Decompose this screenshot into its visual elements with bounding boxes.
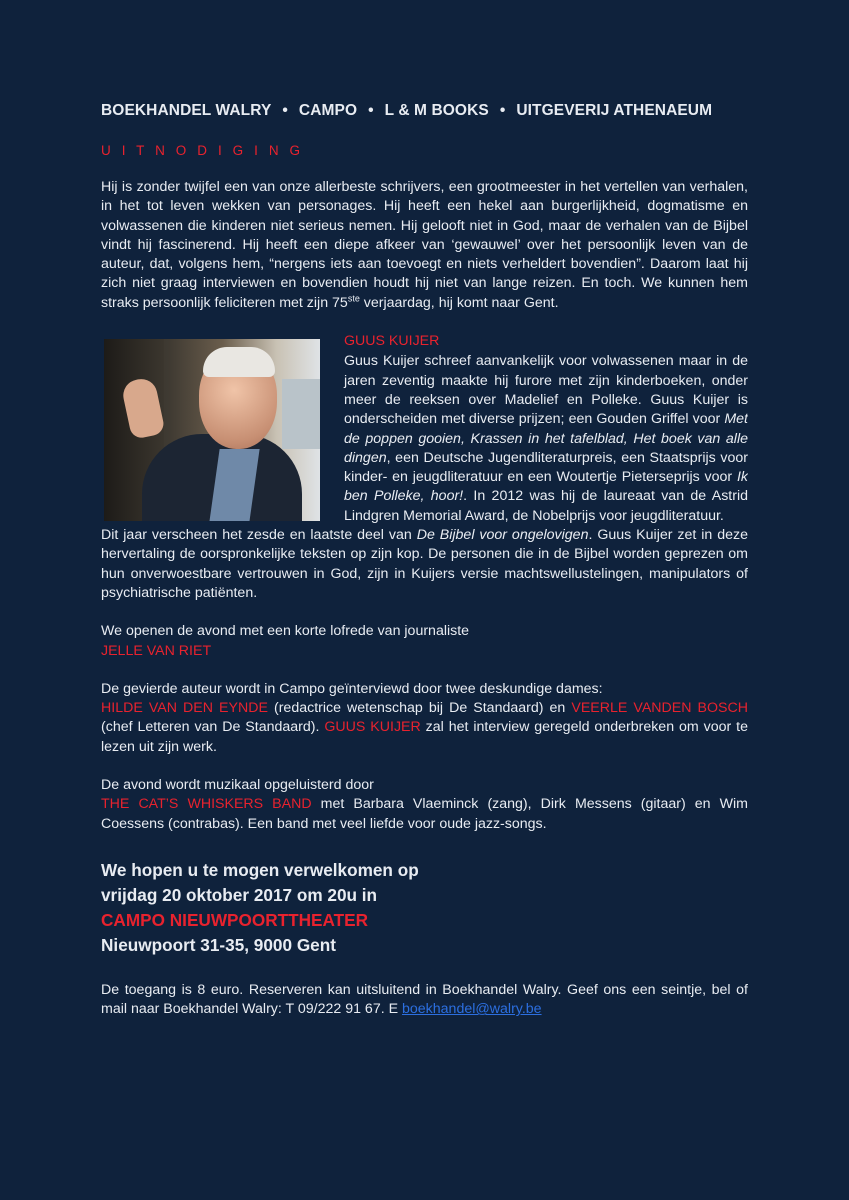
event-address: Nieuwpoort 31-35, 9000 Gent <box>101 934 336 955</box>
ordinal-suffix: ste <box>347 293 360 304</box>
invitation-heading: U I T N O D I G I N G <box>101 143 304 158</box>
lofrede-paragraph: We openen de avond met een korte lofrede van journaliste JELLE VAN RIET <box>101 623 470 659</box>
interviewer-name: HILDE VAN DEN EYNDE <box>101 700 268 717</box>
event-venue: CAMPO NIEUWPOORTTHEATER <box>101 909 369 930</box>
author-name: GUUS KUIJER <box>324 719 421 736</box>
book-title: Ik ben Polleke, hoor! <box>344 469 748 505</box>
author-bio: GUUS KUIJER Guus Kuijer schreef aanvankelijk voor volwassenen maar in de jaren zeventig maakte hij furore met zijn kinderboeken, onder meer de reeksen over Madelief en Polleke. Guus Kuijer is onderscheiden met diverse prijzen; een Gouden Griffel voor Met de poppen gooien, Krassen in het tafelblad, Het boek van alle dingen, een Deutsche Jugendliteraturpreis, een Staatsprijs voor kinder- en jeugdliteratuur en een Woutertje Pieterseprijs voor Ik ben Polleke, hoor!. In 2012 was hij de laureaat van de Astrid Lindgren Memorial Award, de Nobelprijs voor jeugdliteratuur. <box>101 332 748 526</box>
bijbel-paragraph: Dit jaar verscheen het zesde en laatste deel van De Bijbel voor ongelovigen. Guus Kuijer zet in deze hervertaling de oorspronkelijke teksten op zijn kop. De personen die in de Bijbel worden geprezen om hun onverwoestbare vertrouwen in God, zijn in Kuijers versie machtswellustelingen, manipulators of psychiatrische patiënten. <box>101 527 748 601</box>
email-link[interactable]: boekhandel@walry.be <box>402 1001 542 1018</box>
music-paragraph: De avond wordt muzikaal opgeluisterd door THE CAT’S WHISKERS BAND met Barbara Vlaeminck (zang), Dirk Messens (gitaar) en Wim Coessens (contrabas). Een band met veel liefde voor oude jazz-songs. <box>101 777 748 832</box>
author-name: GUUS KUIJER <box>344 333 440 350</box>
book-title: De Bijbel voor ongelovigen <box>416 527 589 544</box>
header-separator: • <box>499 102 506 119</box>
book-titles: Met de poppen gooien, Krassen in het tafelblad, Het boek van alle dingen <box>344 411 748 466</box>
header-separator: • <box>282 102 288 119</box>
reservation-paragraph: De toegang is 8 euro. Reserveren kan uitsluitend in Boekhandel Walry. Geef ons een seintje, bel of mail naar Boekhandel Walry: T 09/222 91 67. E boekhandel@walry.be <box>101 981 748 1018</box>
author-photo <box>104 339 320 521</box>
event-welcome: We hopen u te mogen verwelkomen op <box>101 859 419 880</box>
organizer-lm-books: L & M BOOKS <box>384 102 489 119</box>
organizer-campo: CAMPO <box>298 102 358 119</box>
interviewer-name: VEERLE VANDEN BOSCH <box>571 700 748 717</box>
interview-paragraph: De gevierde auteur wordt in Campo geïnterviewd door twee deskundige dames: HILDE VAN DEN EYNDE (redactrice wetenschap bij De Standaard) en VEERLE VANDEN BOSCH (chef Letteren van De Standaard). GUUS KUIJER zal het interview geregeld onderbreken om voor te lezen uit zijn werk. <box>101 680 748 755</box>
event-date: vrijdag 20 oktober 2017 om 20u in <box>101 884 378 905</box>
organizer-athenaeum: UITGEVERIJ ATHENAEUM <box>516 102 713 119</box>
intro-paragraph: Hij is zonder twijfel een van onze allerbeste schrijvers, een grootmeester in het vertellen van verhalen, in het tot leven wekken van personages. Hij heeft een hekel aan burgerlijkheid, dogmatisme en volwassenen die kinderen niet serieus nemen. Hij gelooft niet in God, maar de verhalen van de Bijbel vindt hij fascinerend. Hij heeft een diepe afkeer van ‘gewauwel’ over het persoonlijk leven van de auteur, dat, volgens hem, “nergens iets aan toevoegt en niets verheldert bovendien”. Daarom laat hij zich niet graag interviewen en bovendien houdt hij niet van lange reizen. En toch. We kunnen hem straks persoonlijk feliciteren met zijn 75ste verjaardag, hij komt naar Gent. <box>101 179 748 311</box>
organizer-walry: BOEKHANDEL WALRY <box>101 102 272 119</box>
page-content <box>101 100 748 1020</box>
event-details <box>101 858 748 958</box>
organizers-header <box>101 100 748 122</box>
header-separator: • <box>368 102 374 119</box>
band-name: THE CAT’S WHISKERS BAND <box>101 796 312 813</box>
journalist-name: JELLE VAN RIET <box>101 642 212 659</box>
author-bio-section <box>101 332 748 526</box>
